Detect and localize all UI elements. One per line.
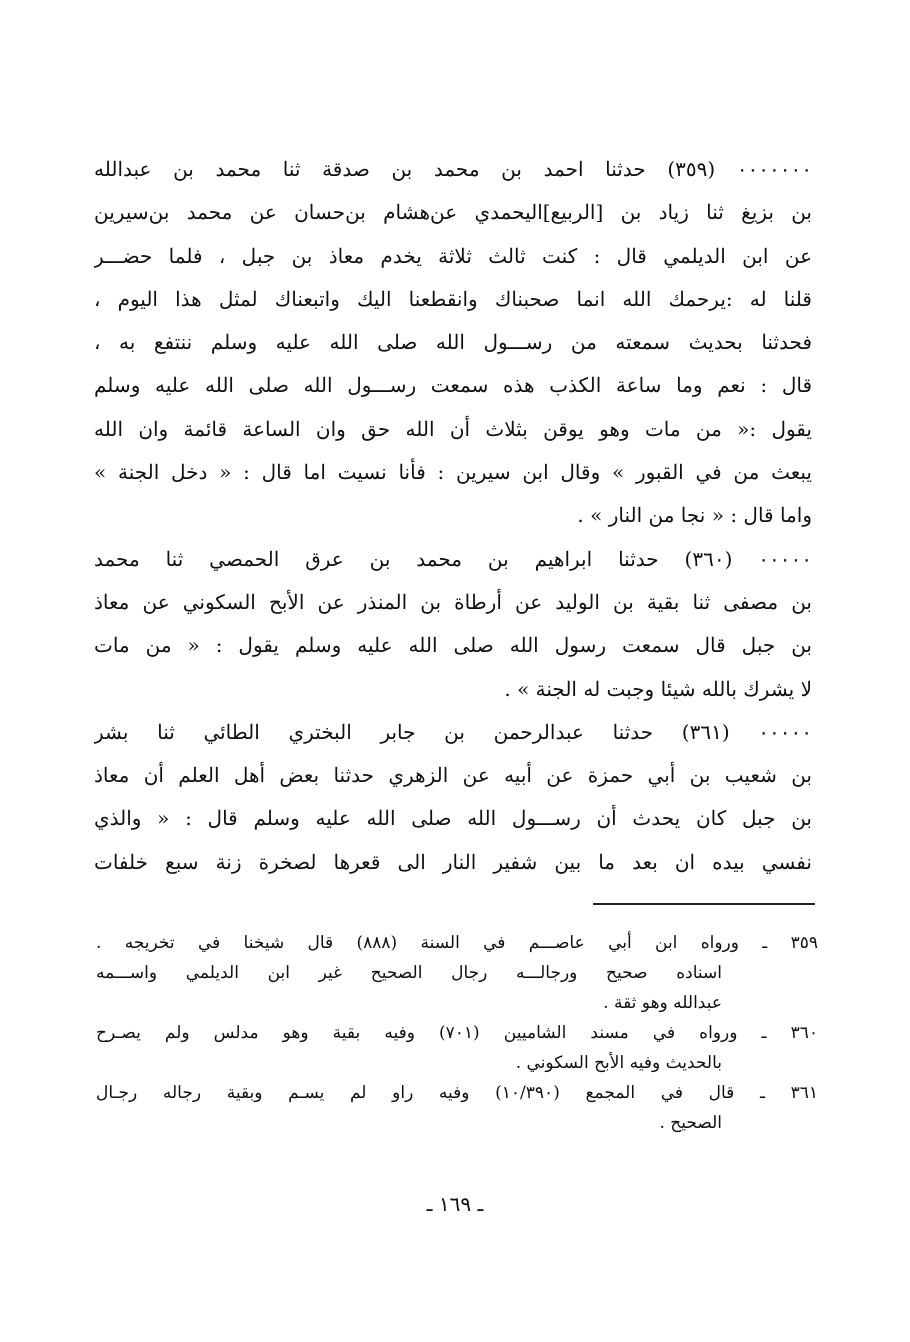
- text-line: بن مصفى ثنا بقية بن الوليد عن أرطاة بن المنذر عن الأبح السكوني عن معاذ: [94, 589, 812, 614]
- text-line: نفسي بيده ان بعد ما بين شفير النار الى قعرها لصخرة زنة سبع خلفات: [94, 849, 812, 874]
- footnote-line: بالحديث وفيه الأبح السكوني .: [515, 1053, 722, 1073]
- text-line: ۰۰۰۰۰ (٣٦٠) حدثنا ابراهيم بن محمد بن عرق الحمصي ثنا محمد: [94, 546, 812, 571]
- page-number: ـ ١٦٩ ـ: [426, 1192, 484, 1216]
- text-line: يبعث من في القبور » وقال ابن سيرين : فأنا نسيت اما قال : « دخل الجنة »: [94, 460, 812, 485]
- text-line: لا يشرك بالله شيئا وجبت له الجنة » .: [504, 676, 812, 701]
- text-line: بن بزيغ ثنا زياد بن [الربيع]اليحمدي عن‌هشام بن‌حسان عن محمد بن‌سيرين: [94, 200, 812, 225]
- footnote-359: [96, 928, 818, 1018]
- text-line: فحدثنا بحديث سمعته من رســـول الله صلى الله عليه وسلم ننتفع به ،: [94, 330, 812, 355]
- footnote-line: ٣٦٠ ـ ورواه في مسند الشاميين (٧٠١) وفيه بقية وهو مدلس ولم يصـرح: [96, 1023, 818, 1043]
- footnotes-block: [96, 928, 818, 1138]
- footnote-361: [96, 1078, 818, 1138]
- footnote-divider: [593, 903, 815, 905]
- footnote-line: ٣٥٩ ـ ورواه ابن أبي عاصـــم في السنة (٨٨٨) قال شيخنا في تخريجه .: [96, 933, 818, 953]
- text-line: قلنا له :يرحمك الله انما صحبناك وانقطعنا اليك واتبعناك لمثل هذا اليوم ،: [94, 286, 812, 311]
- footnote-360: [96, 1018, 818, 1078]
- text-line: بن جبل قال سمعت رسول الله صلى الله عليه وسلم يقول : « من مات: [94, 633, 812, 658]
- footnote-line: اسناده صحيح ورجالـــه رجال الصحيح غير ابن الديلمي واســـمه: [96, 963, 722, 983]
- text-line: ۰۰۰۰۰ (٣٦١) حدثنا عبدالرحمن بن جابر البختري الطائي ثنا بشر: [94, 719, 812, 744]
- footnote-line: الصحيح .: [659, 1113, 722, 1133]
- text-line: واما قال : « نجا من النار » .: [577, 503, 812, 528]
- text-line: بن جبل كان يحدث أن رســـول الله صلى الله عليه وسلم قال : « والذي: [94, 806, 812, 831]
- text-line: عن ابن الديلمي قال : كنت ثالث ثلاثة يخدم معاذ بن جبل ، فلما حضـــر: [94, 243, 812, 268]
- text-line: يقول :« من مات وهو يوقن بثلاث أن الله حق وان الساعة قائمة وان الله: [94, 416, 812, 441]
- text-line: قال : نعم وما ساعة الكذب هذه سمعت رســـول الله صلى الله عليه وسلم: [94, 373, 812, 398]
- footnote-line: ٣٦١ ـ قال في المجمع (١٠/٣٩٠) وفيه راو لم يسـم وبقية رجاله رجـال: [96, 1083, 818, 1103]
- footnote-line: عبدالله وهو ثقة .: [603, 993, 722, 1013]
- main-text-block: [94, 148, 812, 884]
- text-line: بن شعيب بن أبي حمزة عن أبيه عن الزهري حدثنا بعض أهل العلم أن معاذ: [94, 763, 812, 788]
- text-line: ۰۰۰۰۰۰۰ (٣٥٩) حدثنا احمد بن محمد بن صدقة ثنا محمد بن عبدالله: [94, 157, 812, 181]
